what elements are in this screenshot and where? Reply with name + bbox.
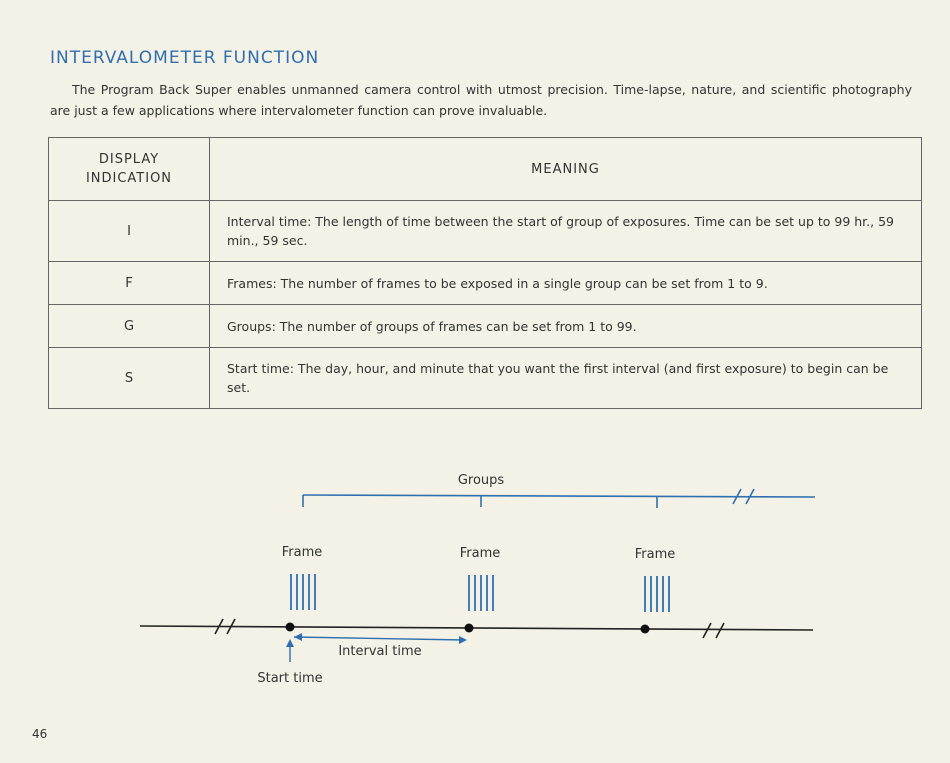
- frame-bars: [291, 574, 669, 612]
- table-row: [49, 348, 922, 409]
- intro-paragraph: The Program Back Super enables unmanned camera control with utmost precision. Time-lapse, nature, and scientific photography are just a few applications where intervalometer function can prove invaluable.: [50, 82, 912, 118]
- page-title: INTERVALOMETER FUNCTION: [50, 48, 320, 68]
- frame-label: Frame: [281, 545, 323, 560]
- groups-label: Groups: [457, 473, 505, 488]
- table-row: [49, 201, 922, 262]
- table-row: [49, 262, 922, 305]
- row-meaning: Frames: The number of frames to be exposed in a single group can be set from 1 to 9.: [210, 262, 922, 305]
- table-row: [49, 305, 922, 348]
- row-code: S: [49, 348, 210, 409]
- header-display-line1: DISPLAY: [98, 152, 160, 167]
- row-code: G: [49, 305, 210, 348]
- row-meaning: Groups: The number of groups of frames can be set from 1 to 99.: [210, 305, 922, 348]
- page-number: 46: [32, 727, 48, 741]
- display-indication-table: [48, 137, 922, 409]
- table-header-row: [49, 138, 922, 201]
- frame-label: Frame: [459, 546, 501, 561]
- row-code: I: [49, 201, 210, 262]
- interval-time-label: Interval time: [338, 644, 422, 659]
- interval-timing-diagram: [0, 440, 950, 700]
- time-axis: [140, 619, 813, 638]
- groups-bracket: [303, 489, 815, 508]
- frame-label: Frame: [634, 547, 676, 562]
- start-arrow: [286, 639, 294, 662]
- interval-arrow: [294, 633, 467, 644]
- row-code: F: [49, 262, 210, 305]
- start-time-label: Start time: [257, 671, 323, 686]
- header-display-line2: INDICATION: [85, 171, 173, 186]
- row-meaning: Start time: The day, hour, and minute that you want the first interval (and first exposure) to begin can be set.: [210, 348, 922, 409]
- header-meaning: MEANING: [210, 138, 922, 201]
- header-display-indication: [49, 138, 210, 201]
- row-meaning: Interval time: The length of time between the start of group of exposures. Time can be set up to 99 hr., 59 min., 59 sec.: [210, 201, 922, 262]
